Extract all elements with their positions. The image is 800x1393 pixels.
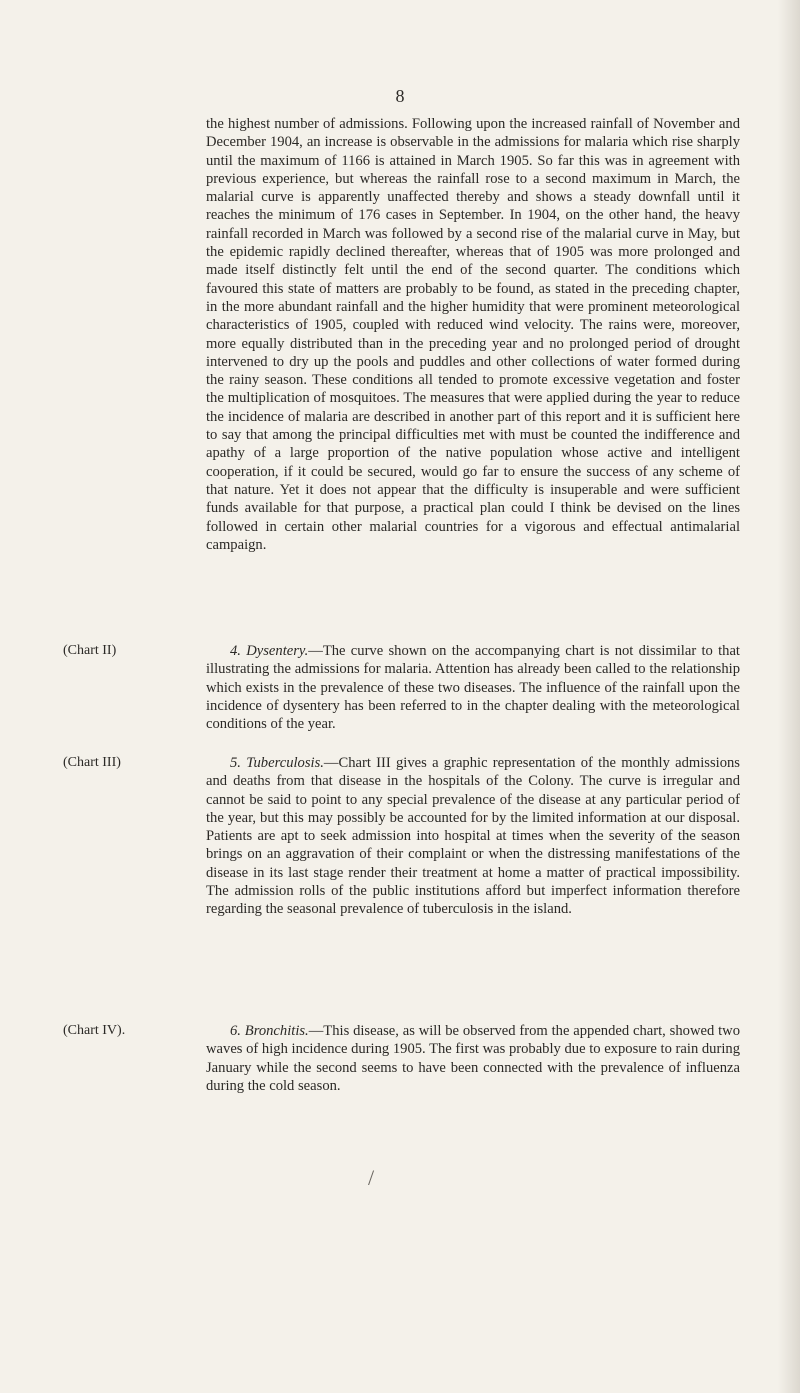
paragraph-tuberculosis bbox=[206, 754, 740, 919]
heading-dysentery: 4. Dysentery. bbox=[230, 643, 309, 659]
margin-note-chart-2: (Chart II) bbox=[63, 643, 117, 658]
heading-bronchitis: 6. Bronchitis. bbox=[230, 1023, 309, 1039]
paragraph-bronchitis bbox=[206, 1022, 740, 1095]
paragraph-dysentery bbox=[206, 642, 740, 733]
page-edge-shadow bbox=[778, 0, 800, 1393]
page-number: 8 bbox=[395, 86, 405, 106]
margin-note-chart-4: (Chart IV). bbox=[63, 1023, 126, 1038]
margin-note-chart-3: (Chart III) bbox=[63, 755, 121, 770]
paragraph-malaria-continued: the highest number of admissions. Following upon the increased rainfall of November and December 1904, an increase is observable in the admissions for malaria which rise sharply until the maximum of 1166 is attained in March 1905. So far this was in agreement with previous experience, but whereas the rainfall rose to a second maximum in March, the malarial curve is apparently unaffected thereby and shows a steady downfall until it reaches the minimum of 176 cases in September. In 1904, on the other hand, the heavy rainfall recorded in March was followed by a second rise of the malarial curve in May, but the epidemic rapidly declined thereafter, whereas that of 1905 was more prolonged and made itself distinctly felt until the end of the second quarter. The conditions which favoured this state of matters are probably to be found, as stated in the preceding chapter, in the more abundant rainfall and the higher humidity that were prominent meteorological characteristics of 1905, coupled with reduced wind velocity. The rains were, moreover, more equally distributed than in the preceding year and no prolonged period of drought intervened to dry up the pools and puddles and other collections of water formed during the rainy season. These conditions all tended to promote excessive vegetation and foster the multiplication of mosquitoes. The measures that were applied during the year to reduce the incidence of malaria are described in another part of this report and it is sufficient here to say that among the principal difficulties met with must be counted the indifference and apathy of a large proportion of the native population whose active and intelligent cooperation, if it could be secured, would go far to ensure the success of any scheme of that nature. Yet it does not appear that the difficulty is insuperable and were sufficient funds available for that purpose, a practical plan could I think be devised on the lines followed in certain other malarial countries for a vigorous and effectual antimalarial campaign. bbox=[206, 116, 740, 553]
heading-tuberculosis: 5. Tuberculosis. bbox=[230, 755, 324, 771]
paragraph-bronchitis-body: —This disease, as will be observed from the appended chart, showed two waves of high incidence during 1905. The first was probably due to exposure to rain during January while the second seems to have been connected with the prevalence of influenza during the cold season. bbox=[206, 1023, 740, 1094]
paragraph-tuberculosis-body: —Chart III gives a graphic representation of the monthly admissions and deaths from that disease in the hospitals of the Colony. The curve is irregular and cannot be said to point to any special prevalence of the disease at any particular period of the year, but this may possibly be accounted for by the limited information at our disposal. Patients are apt to seek admission into hospital at times when the severity of the season brings on an aggravation of their complaint or when the distressing manifestations of the disease in its last stage render their treatment at home a matter of practical impossibility. The admission rolls of the public institutions afford but imperfect information therefore regarding the seasonal prevalence of tuberculosis in the island. bbox=[206, 755, 740, 918]
stray-pen-mark: / bbox=[368, 1165, 375, 1190]
paragraph-dysentery-body: —The curve shown on the accompanying chart is not dissimilar to that illustrating the admissions for malaria. Attention has already been called to the relationship which exists in the prevalence of these two diseases. The influence of the rainfall upon the incidence of dysentery has been referred to in the chapter dealing with the meteorological conditions of the year. bbox=[206, 643, 740, 733]
